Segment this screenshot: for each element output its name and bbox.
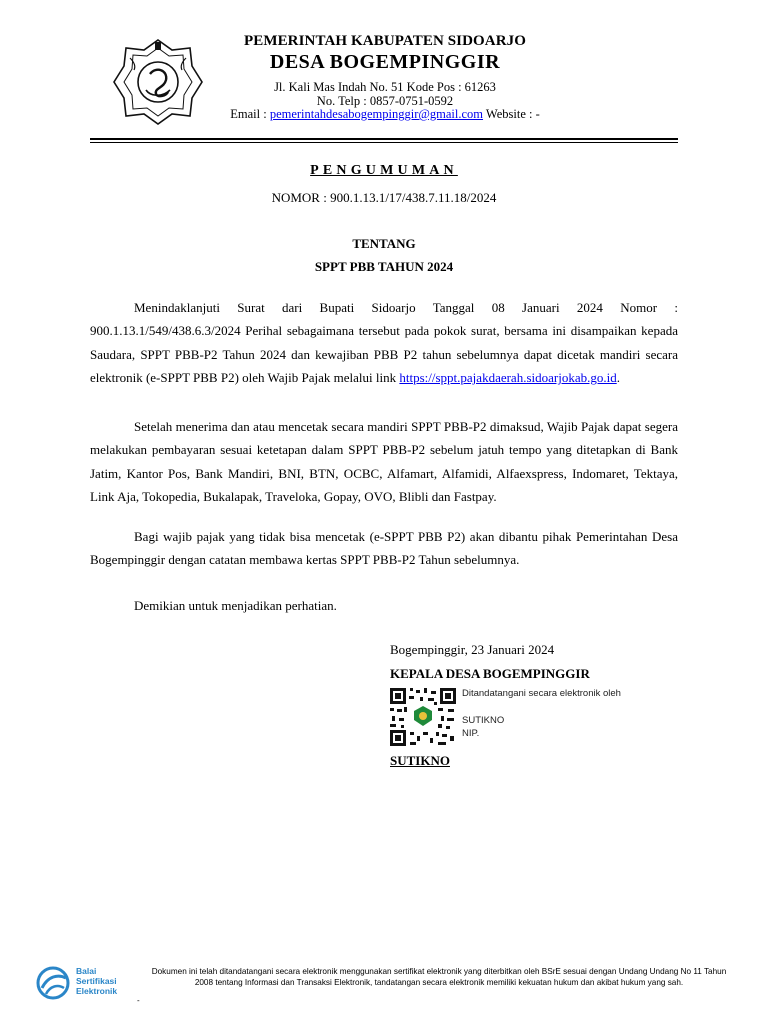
address-line: Jl. Kali Mas Indah No. 51 Kode Pos : 61263	[274, 80, 496, 94]
place-date: Bogempinggir, 23 Januari 2024	[390, 642, 555, 657]
signature-qr-code	[390, 688, 456, 746]
bsre-label	[76, 966, 117, 996]
announcement-number: NOMOR : 900.1.13.1/17/438.7.11.18/2024	[271, 190, 497, 205]
paragraph-2: Setelah menerima dan atau mencetak secara mandiri SPPT PBB-P2 dimaksud, Wajib Pajak dapat segera melakukan pembayaran sesuai ketetapan dalam SPPT PBB-P2 sebelum jatuh tempo yang ditetapkan di Bank Jatim, Kantor Pos, Bank Mandiri, BNI, BTN, OCBC, Alfamart, Alfamidi, Alfaexspress, Indomaret, Tektaya, Link Aja, Tokopedia, Bukalapak, Traveloka, Gopay, OVO, Blibli dan Fastpay.	[90, 419, 678, 505]
paragraph-3: Bagi wajib pajak yang tidak bisa mencetak (e-SPPT PBB P2) akan dibantu pihak Pemerintahan Desa Bogempinggir dengan catatan membawa kertas SPPT PBB-P2 Tahun sebelumnya.	[90, 529, 678, 568]
announcement-subject: SPPT PBB TAHUN 2024	[314, 259, 454, 274]
signer-name: SUTIKNO	[390, 753, 450, 768]
signer-name-small: SUTIKNO	[462, 715, 505, 726]
contact-line	[150, 107, 620, 122]
bsre-line-2: Sertifikasi	[76, 976, 117, 986]
email-link[interactable]: pemerintahdesabogempinggir@gmail.com	[269, 107, 484, 121]
header-rule-thin	[90, 142, 678, 143]
announcement-title: PENGUMUMAN	[310, 163, 458, 178]
paragraph-4: Demikian untuk menjadikan perhatian.	[134, 598, 337, 613]
footer-legal-note: Dokumen ini telah ditandatangani secara elektronik menggunakan sertifikat elektronik yang diterbitkan oleh BSrE sesuai dengan Undang Undang No 11 Tahun 2008 tentang Informasi dan Transaksi Elektronik, tandatangan secara elektronik memiliki kekuatan hukum dan akibat hukum yang sah.	[151, 967, 727, 987]
phone-line: No. Telp : 0857-0751-0592	[316, 94, 454, 108]
paragraph-1-end: .	[616, 370, 620, 386]
government-heading: PEMERINTAH KABUPATEN SIDOARJO	[243, 33, 527, 49]
about-label: TENTANG	[352, 236, 416, 251]
sppt-link[interactable]: https://sppt.pajakdaerah.sidoarjokab.go.id	[399, 370, 617, 386]
header-rule-thick	[90, 138, 678, 140]
signer-nip: NIP.	[462, 728, 480, 739]
email-label: Email :	[230, 107, 270, 121]
footer-dash: -	[137, 996, 140, 1005]
signed-electronically-note: Ditandatangani secara elektronik oleh	[462, 688, 621, 699]
paragraph-1	[90, 296, 678, 390]
website-label: Website : -	[483, 107, 540, 121]
signer-position: KEPALA DESA BOGEMPINGGIR	[390, 666, 590, 681]
paragraph-1-text: Menindaklanjuti Surat dari Bupati Sidoarjo Tanggal 08 Januari 2024 Nomor : 900.1.13.1/549/438.6.3/2024 Perihal sebagaimana tersebut pada pokok surat, bersama ini disampaikan kepada Saudara, SPPT PBB-P2 Tahun 2024 dan kewajiban PBB P2 tahun sebelumnya dapat dicetak mandiri secara elektronik (e-SPPT PBB P2) oleh Wajib Pajak melalui link	[90, 300, 678, 386]
bsre-logo-icon	[36, 966, 72, 1000]
village-heading: DESA BOGEMPINGGIR	[269, 51, 501, 73]
bsre-line-1: Balai	[76, 966, 97, 976]
bsre-line-3: Elektronik	[76, 986, 118, 996]
